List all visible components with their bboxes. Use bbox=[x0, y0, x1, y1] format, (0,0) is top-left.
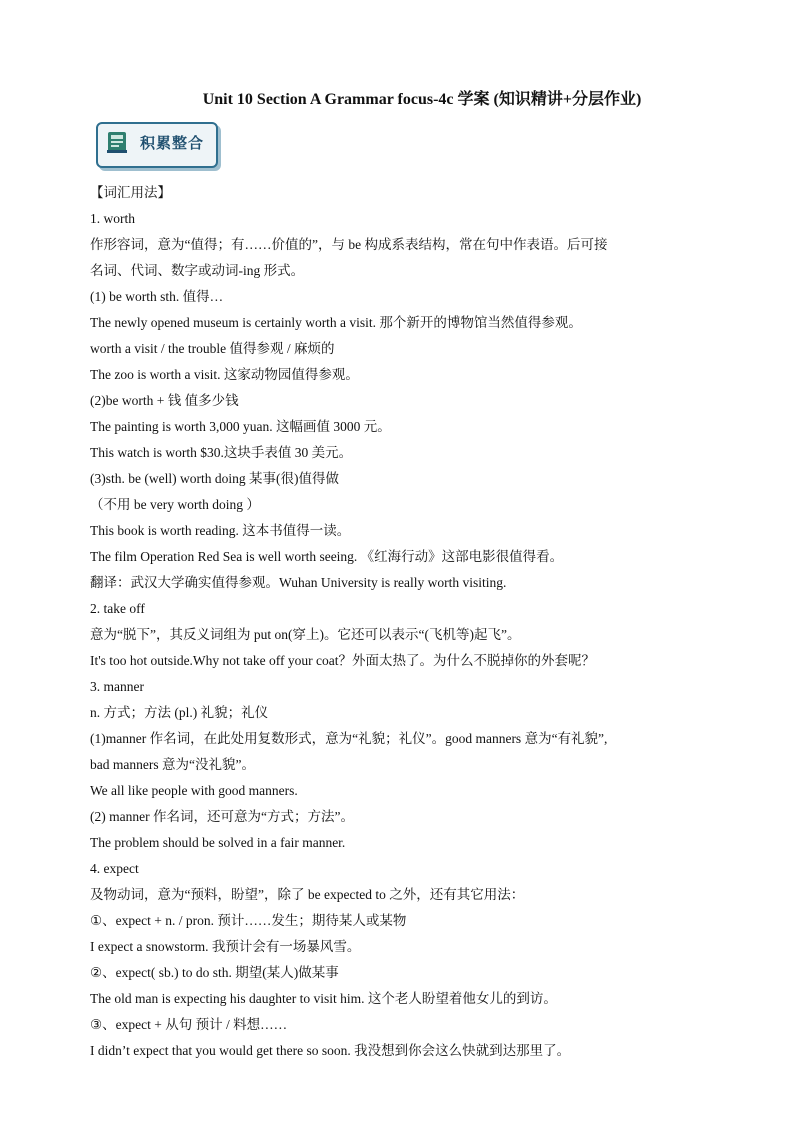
text-line: 2. take off bbox=[90, 601, 145, 616]
text-line: bad manners 意为“没礼貌”。 bbox=[90, 757, 255, 772]
text-line: (1)manner 作名词，在此处用复数形式，意为“礼貌；礼仪”。good manners 意为“有礼貌”, bbox=[90, 731, 608, 746]
text-line: I didn’t expect that you would get there so soon. 我没想到你会这么快就到达那里了。 bbox=[90, 1043, 571, 1058]
text-line: 翻译：武汉大学确实值得参观。Wuhan University is really worth visiting. bbox=[90, 575, 507, 590]
text-line: (2) manner 作名词，还可意为“方式；方法”。 bbox=[90, 809, 354, 824]
text-line: 意为“脱下”，其反义词组为 put on(穿上)。它还可以表示“(飞机等)起飞”。 bbox=[90, 627, 521, 642]
text-line: 及物动词，意为“预料，盼望”，除了 be expected to 之外，还有其它用法： bbox=[90, 887, 525, 902]
text-line: （不用 be very worth doing ） bbox=[90, 497, 260, 512]
badge-label: 积累整合 bbox=[140, 134, 205, 152]
text-line: The old man is expecting his daughter to visit him. 这个老人盼望着他女儿的到访。 bbox=[90, 991, 557, 1006]
text-line: The newly opened museum is certainly worth a visit. 那个新开的博物馆当然值得参观。 bbox=[90, 315, 582, 330]
text-line: This book is worth reading. 这本书值得一读。 bbox=[90, 523, 351, 538]
text-line: The zoo is worth a visit. 这家动物园值得参观。 bbox=[90, 367, 359, 382]
section-badge bbox=[96, 122, 218, 168]
text-line: (1) be worth sth. 值得… bbox=[90, 289, 224, 304]
text-line: (2)be worth + 钱 值多少钱 bbox=[90, 393, 239, 408]
text-line: We all like people with good manners. bbox=[90, 783, 298, 798]
text-line: 1. worth bbox=[90, 211, 135, 226]
text-line: The painting is worth 3,000 yuan. 这幅画值 3000 元。 bbox=[90, 419, 391, 434]
text-line: 名词、代词、数字或动词-ing 形式。 bbox=[90, 263, 305, 278]
text-line: (3)sth. be (well) worth doing 某事(很)值得做 bbox=[90, 471, 339, 486]
text-line: It's too hot outside.Why not take off your coat？外面太热了。为什么不脱掉你的外套呢？ bbox=[90, 653, 596, 668]
text-line: I expect a snowstorm. 我预计会有一场暴风雪。 bbox=[90, 939, 361, 954]
book-icon bbox=[106, 130, 128, 154]
text-line: ②、expect( sb.) to do sth. 期望(某人)做某事 bbox=[90, 965, 339, 980]
text-line: This watch is worth $30.这块手表值 30 美元。 bbox=[90, 445, 353, 460]
text-line: The film Operation Red Sea is well worth seeing. 《红海行动》这部电影很值得看。 bbox=[90, 549, 564, 564]
text-line: 【词汇用法】 bbox=[90, 185, 171, 200]
text-line: 3. manner bbox=[90, 679, 144, 694]
text-line: ③、expect + 从句 预计 / 料想…… bbox=[90, 1017, 288, 1032]
page-title: Unit 10 Section A Grammar focus-4c 学案 (知识精讲+分层作业) bbox=[202, 91, 642, 108]
text-line: 4. expect bbox=[90, 861, 139, 876]
text-line: 作形容词，意为“值得；有……价值的”，与 be 构成系表结构，常在句中作表语。后可接 bbox=[90, 237, 608, 252]
text-line: ①、expect + n. / pron. 预计……发生；期待某人或某物 bbox=[90, 913, 407, 928]
text-line: n. 方式；方法 (pl.) 礼貌；礼仪 bbox=[90, 705, 269, 720]
text-line: The problem should be solved in a fair manner. bbox=[90, 835, 346, 850]
document-body bbox=[90, 180, 720, 1064]
text-line: worth a visit / the trouble 值得参观 / 麻烦的 bbox=[90, 341, 335, 356]
